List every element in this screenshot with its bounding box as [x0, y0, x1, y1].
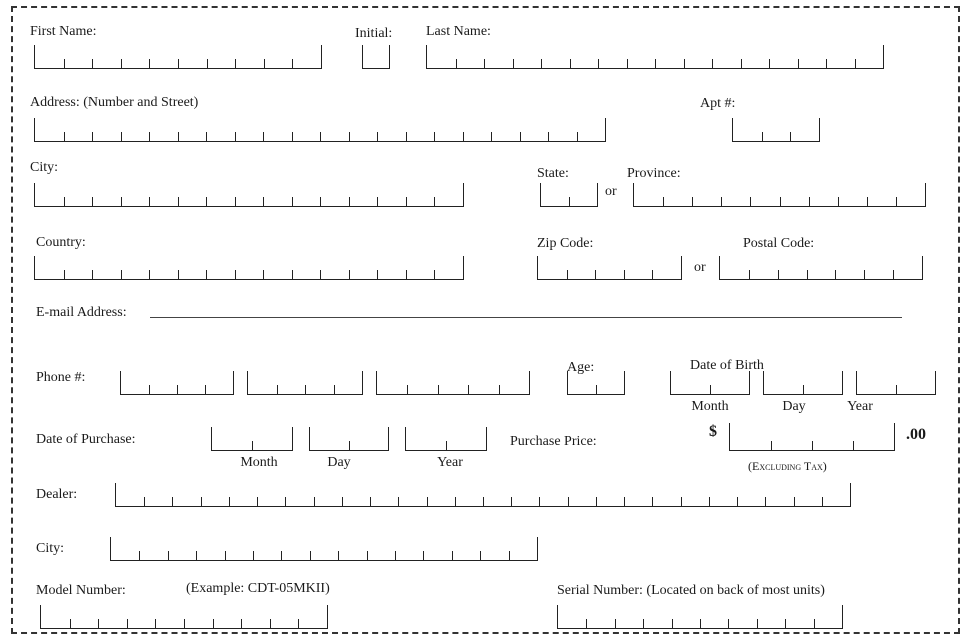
cell-divider	[252, 441, 253, 450]
cell-divider	[864, 270, 865, 279]
cell-divider	[567, 270, 568, 279]
initial-label: Initial:	[355, 26, 393, 41]
cell-divider	[305, 385, 306, 394]
cell-divider	[314, 497, 315, 506]
cell-divider	[292, 197, 293, 206]
cell-divider	[121, 270, 122, 279]
cell-divider	[263, 197, 264, 206]
cell-divider	[769, 59, 770, 68]
or-text-2: or	[694, 260, 706, 275]
cell-divider	[377, 270, 378, 279]
cell-divider	[737, 497, 738, 506]
cell-divider	[749, 270, 750, 279]
zip-code-field[interactable]	[537, 256, 682, 280]
cell-divider	[778, 270, 779, 279]
cell-divider	[807, 270, 808, 279]
cell-divider	[395, 551, 396, 560]
cell-divider	[310, 551, 311, 560]
cell-divider	[896, 385, 897, 394]
phone-area-code-field[interactable]	[120, 371, 234, 395]
cell-divider	[655, 59, 656, 68]
cell-divider	[835, 270, 836, 279]
cell-divider	[893, 270, 894, 279]
cell-divider	[681, 497, 682, 506]
purchase-price-label: Purchase Price:	[510, 434, 597, 449]
cell-divider	[438, 385, 439, 394]
cell-divider	[178, 59, 179, 68]
cell-divider	[184, 619, 185, 628]
cell-divider	[499, 385, 500, 394]
age-label: Age:	[567, 360, 595, 375]
cell-divider	[205, 385, 206, 394]
cell-divider	[177, 385, 178, 394]
or-text-1: or	[605, 184, 617, 199]
cell-divider	[235, 59, 236, 68]
cell-divider	[349, 441, 350, 450]
cell-divider	[741, 59, 742, 68]
purchase-year-caption: Year	[437, 455, 463, 470]
city-field[interactable]	[34, 183, 464, 207]
cell-divider	[121, 197, 122, 206]
cell-divider	[855, 59, 856, 68]
dealer-city-field[interactable]	[110, 537, 538, 561]
cell-divider	[684, 59, 685, 68]
dob-year-caption: Year	[847, 399, 873, 414]
cell-divider	[652, 270, 653, 279]
dob-day-caption: Day	[782, 399, 806, 414]
cell-divider	[342, 497, 343, 506]
cell-divider	[98, 619, 99, 628]
cell-divider	[121, 59, 122, 68]
cell-divider	[349, 132, 350, 141]
cell-divider	[624, 270, 625, 279]
cell-divider	[427, 497, 428, 506]
cell-divider	[463, 132, 464, 141]
cell-divider	[483, 497, 484, 506]
model-number-field[interactable]	[40, 605, 328, 629]
cell-divider	[149, 385, 150, 394]
cell-divider	[178, 132, 179, 141]
purchase-month-caption: Month	[240, 455, 278, 470]
cell-divider	[643, 619, 644, 628]
cell-divider	[253, 551, 254, 560]
cell-divider	[700, 619, 701, 628]
province-field[interactable]	[633, 183, 926, 207]
cell-divider	[92, 197, 93, 206]
cents-text: .00	[906, 426, 926, 443]
apt-label: Apt #:	[700, 96, 736, 111]
cell-divider	[721, 197, 722, 206]
cell-divider	[201, 497, 202, 506]
cell-divider	[569, 197, 570, 206]
dob-month-field[interactable]	[670, 371, 750, 395]
country-label: Country:	[36, 235, 86, 250]
address-label: Address: (Number and Street)	[30, 95, 199, 110]
age-field[interactable]	[567, 371, 625, 395]
province-label: Province:	[627, 166, 681, 181]
cell-divider	[298, 619, 299, 628]
cell-divider	[178, 270, 179, 279]
cell-divider	[70, 619, 71, 628]
cell-divider	[338, 551, 339, 560]
cell-divider	[780, 197, 781, 206]
cell-divider	[812, 441, 813, 450]
cell-divider	[144, 497, 145, 506]
last-name-label: Last Name:	[426, 24, 491, 39]
cell-divider	[92, 132, 93, 141]
cell-divider	[577, 132, 578, 141]
cell-divider	[377, 132, 378, 141]
cell-divider	[822, 497, 823, 506]
cell-divider	[765, 497, 766, 506]
postal-code-field[interactable]	[719, 256, 923, 280]
cell-divider	[598, 59, 599, 68]
cell-divider	[794, 497, 795, 506]
cell-divider	[452, 551, 453, 560]
apt-field[interactable]	[732, 118, 820, 142]
purchase-day-field[interactable]	[309, 427, 389, 451]
cell-divider	[235, 270, 236, 279]
cell-divider	[509, 551, 510, 560]
cell-divider	[349, 270, 350, 279]
cell-divider	[853, 441, 854, 450]
dealer-field[interactable]	[115, 483, 851, 507]
cell-divider	[826, 59, 827, 68]
state-field[interactable]	[540, 183, 598, 207]
cell-divider	[709, 497, 710, 506]
excluding-tax-note: (Excluding Tax)	[748, 459, 827, 473]
dealer-city-label: City:	[36, 541, 65, 556]
cell-divider	[64, 270, 65, 279]
cell-divider	[798, 59, 799, 68]
cell-divider	[595, 270, 596, 279]
cell-divider	[541, 59, 542, 68]
cell-divider	[757, 619, 758, 628]
cell-divider	[264, 59, 265, 68]
purchase-year-field[interactable]	[405, 427, 487, 451]
cell-divider	[207, 59, 208, 68]
cell-divider	[548, 132, 549, 141]
cell-divider	[423, 551, 424, 560]
cell-divider	[172, 497, 173, 506]
cell-divider	[491, 132, 492, 141]
cell-divider	[334, 385, 335, 394]
cell-divider	[838, 197, 839, 206]
cell-divider	[235, 132, 236, 141]
cell-divider	[407, 385, 408, 394]
cell-divider	[596, 385, 597, 394]
email-field[interactable]	[150, 317, 902, 318]
cell-divider	[672, 619, 673, 628]
cell-divider	[277, 385, 278, 394]
cell-divider	[206, 270, 207, 279]
cell-divider	[710, 385, 711, 394]
cell-divider	[520, 132, 521, 141]
cell-divider	[406, 270, 407, 279]
cell-divider	[139, 551, 140, 560]
first-name-field[interactable]	[34, 45, 322, 69]
cell-divider	[178, 197, 179, 206]
cell-divider	[398, 497, 399, 506]
cell-divider	[206, 132, 207, 141]
cell-divider	[568, 497, 569, 506]
dob-year-field[interactable]	[856, 371, 936, 395]
cell-divider	[168, 551, 169, 560]
cell-divider	[155, 619, 156, 628]
cell-divider	[586, 619, 587, 628]
cell-divider	[257, 497, 258, 506]
cell-divider	[570, 59, 571, 68]
city-label: City:	[30, 160, 59, 175]
cell-divider	[206, 197, 207, 206]
dob-day-field[interactable]	[763, 371, 843, 395]
dealer-label: Dealer:	[36, 487, 78, 502]
cell-divider	[64, 59, 65, 68]
cell-divider	[320, 270, 321, 279]
cell-divider	[121, 132, 122, 141]
cell-divider	[292, 270, 293, 279]
date-of-birth-label: Date of Birth	[690, 358, 764, 373]
cell-divider	[434, 197, 435, 206]
cell-divider	[263, 270, 264, 279]
cell-divider	[692, 197, 693, 206]
cell-divider	[320, 132, 321, 141]
initial-field[interactable]	[362, 45, 390, 69]
phone-line-field[interactable]	[376, 371, 530, 395]
cell-divider	[285, 497, 286, 506]
email-label: E-mail Address:	[36, 305, 127, 320]
cell-divider	[213, 619, 214, 628]
cell-divider	[468, 385, 469, 394]
postal-code-label: Postal Code:	[743, 236, 815, 251]
purchase-price-field[interactable]	[729, 423, 895, 451]
purchase-day-caption: Day	[327, 455, 351, 470]
model-number-example: (Example: CDT-05MKII)	[186, 581, 330, 596]
phone-label: Phone #:	[36, 370, 86, 385]
cell-divider	[896, 197, 897, 206]
cell-divider	[480, 551, 481, 560]
cell-divider	[241, 619, 242, 628]
cell-divider	[750, 197, 751, 206]
cell-divider	[127, 619, 128, 628]
cell-divider	[771, 441, 772, 450]
cell-divider	[292, 132, 293, 141]
cell-divider	[814, 619, 815, 628]
cell-divider	[229, 497, 230, 506]
cell-divider	[434, 270, 435, 279]
cell-divider	[320, 197, 321, 206]
cell-divider	[539, 497, 540, 506]
last-name-field[interactable]	[426, 45, 884, 69]
serial-number-field[interactable]	[557, 605, 843, 629]
cell-divider	[370, 497, 371, 506]
cell-divider	[434, 132, 435, 141]
cell-divider	[456, 59, 457, 68]
cell-divider	[455, 497, 456, 506]
purchase-month-field[interactable]	[211, 427, 293, 451]
cell-divider	[728, 619, 729, 628]
dob-month-caption: Month	[691, 399, 729, 414]
cell-divider	[270, 619, 271, 628]
cell-divider	[624, 497, 625, 506]
cell-divider	[513, 59, 514, 68]
cell-divider	[377, 197, 378, 206]
cell-divider	[64, 197, 65, 206]
cell-divider	[292, 59, 293, 68]
zip-code-label: Zip Code:	[537, 236, 594, 251]
cell-divider	[263, 132, 264, 141]
cell-divider	[615, 619, 616, 628]
cell-divider	[803, 385, 804, 394]
cell-divider	[225, 551, 226, 560]
serial-number-label: Serial Number: (Located on back of most units)	[557, 583, 825, 598]
address-field[interactable]	[34, 118, 606, 142]
cell-divider	[406, 132, 407, 141]
cell-divider	[596, 497, 597, 506]
cell-divider	[867, 197, 868, 206]
cell-divider	[484, 59, 485, 68]
cell-divider	[64, 132, 65, 141]
cell-divider	[367, 551, 368, 560]
cell-divider	[149, 270, 150, 279]
cell-divider	[627, 59, 628, 68]
cell-divider	[92, 270, 93, 279]
cell-divider	[349, 197, 350, 206]
cell-divider	[281, 551, 282, 560]
model-number-label: Model Number:	[36, 583, 126, 598]
cell-divider	[790, 132, 791, 141]
country-field[interactable]	[34, 256, 464, 280]
state-label: State:	[537, 166, 569, 181]
cell-divider	[406, 197, 407, 206]
cell-divider	[235, 197, 236, 206]
cell-divider	[511, 497, 512, 506]
cell-divider	[809, 197, 810, 206]
cell-divider	[712, 59, 713, 68]
cell-divider	[785, 619, 786, 628]
cell-divider	[92, 59, 93, 68]
cell-divider	[446, 441, 447, 450]
phone-prefix-field[interactable]	[247, 371, 363, 395]
cell-divider	[663, 197, 664, 206]
cell-divider	[196, 551, 197, 560]
cell-divider	[149, 132, 150, 141]
cell-divider	[652, 497, 653, 506]
date-of-purchase-label: Date of Purchase:	[36, 432, 136, 447]
first-name-label: First Name:	[30, 24, 97, 39]
cell-divider	[149, 59, 150, 68]
cell-divider	[762, 132, 763, 141]
dollar-sign: $	[709, 423, 717, 440]
cell-divider	[149, 197, 150, 206]
